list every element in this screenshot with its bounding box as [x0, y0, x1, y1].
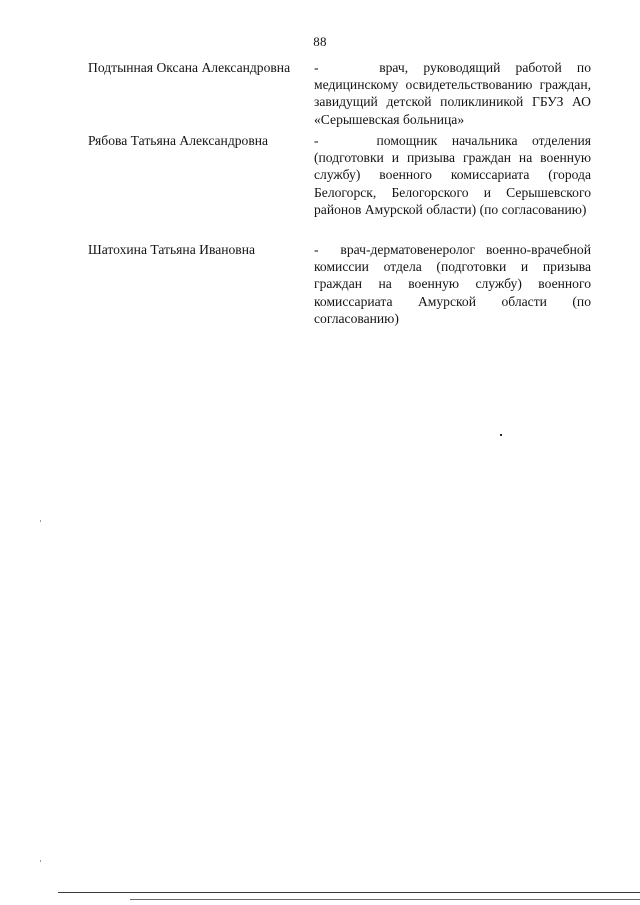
person-name: Рябова Татьяна Александровна [88, 133, 269, 148]
scan-edge-line [130, 899, 640, 900]
person-name: Шатохина Татьяна Ивановна [88, 242, 256, 257]
scan-speck [40, 860, 41, 862]
person-name: Подтынная Оксана Александровна [88, 60, 291, 75]
person-position: - помощник начальника отделения (подготовки и призыва граждан на военную службу) военного комиссариата (города Белогорск, Белогорского и Серышевского районов Амурской области) (по согласованию) [314, 133, 591, 217]
page-number: 88 [313, 34, 327, 49]
person-position: - врач, руководящий работой по медицинскому освидетельствованию граждан, завидущий детской поликлиникой ГБУЗ АО «Серышевская больница» [314, 60, 591, 127]
scan-edge-line [58, 892, 640, 893]
scan-speck [40, 520, 41, 522]
person-position: - врач-дерматовенеролог военно-врачебной комиссии отдела (подготовки и призыва граждан на военную службу) военного комиссариата Амурской области (по согласованию) [314, 242, 591, 326]
scan-speck [500, 434, 502, 436]
